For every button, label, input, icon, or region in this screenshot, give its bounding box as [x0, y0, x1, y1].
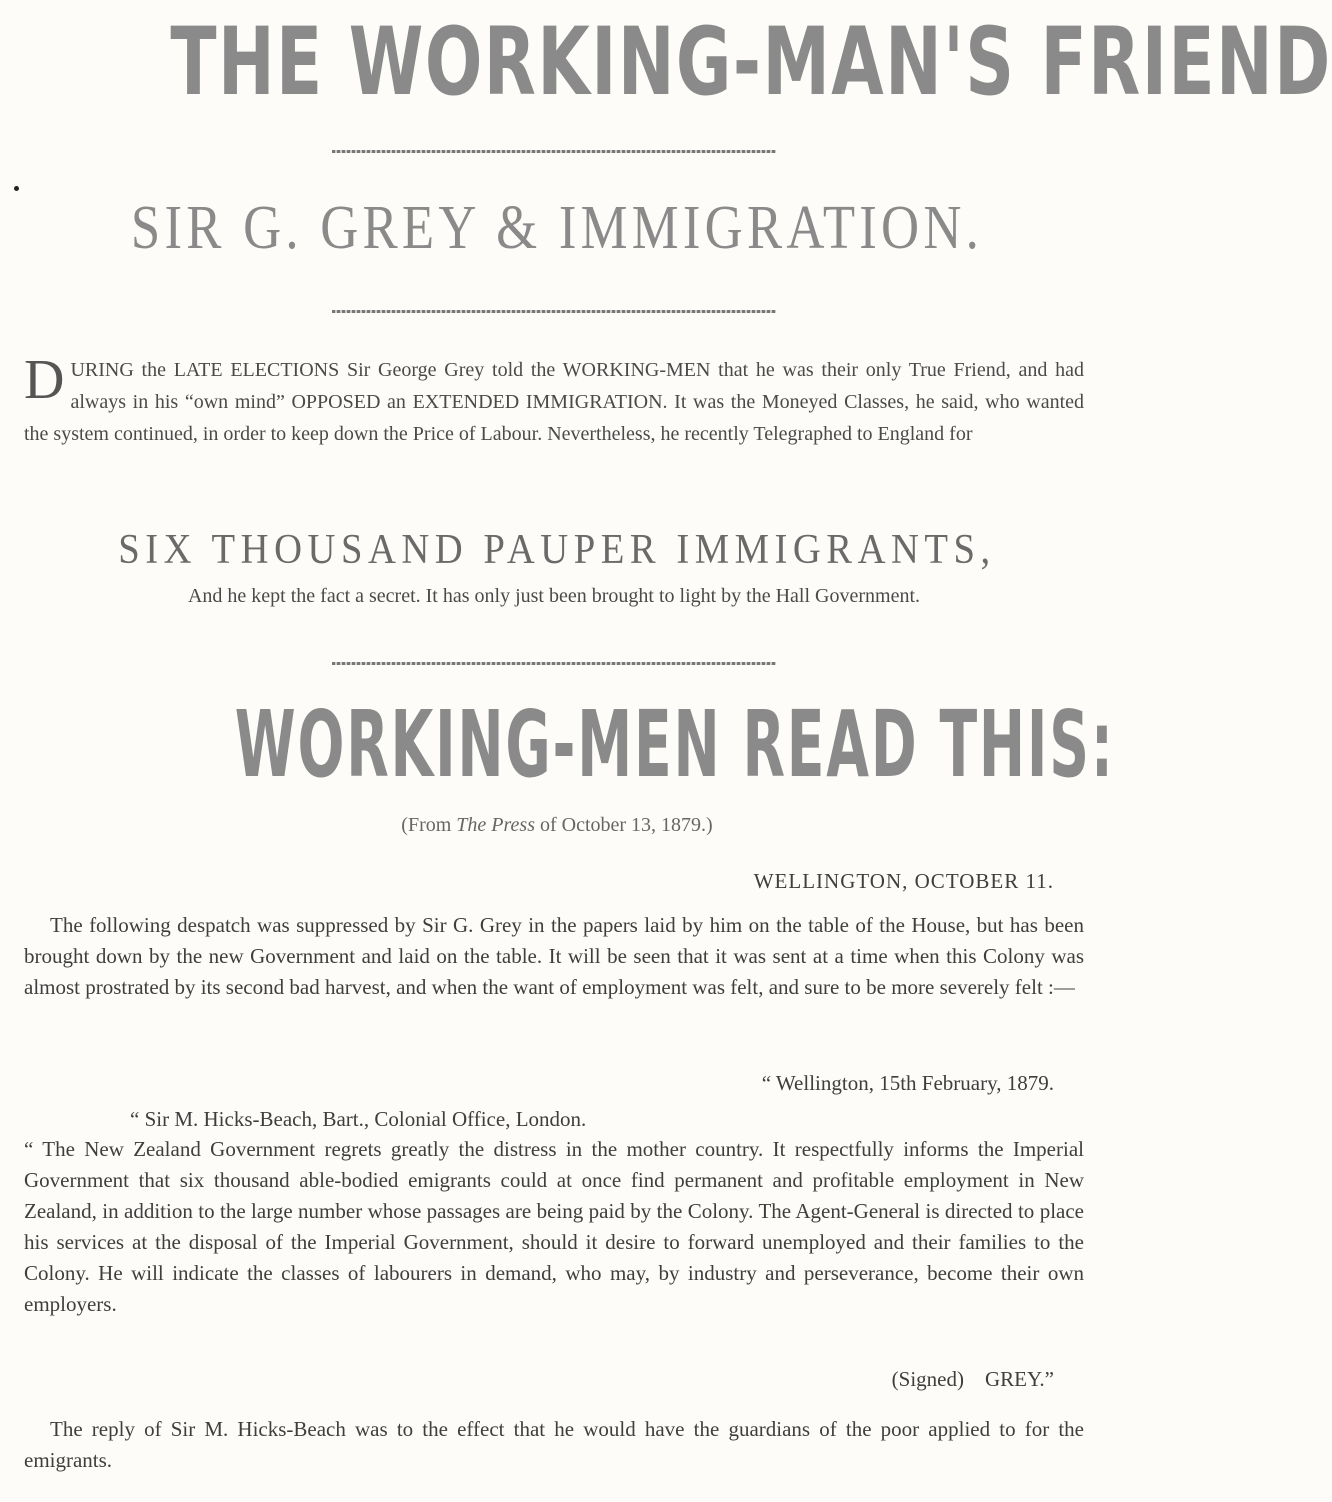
divider-rule-1 — [332, 150, 776, 153]
article-intro: The following despatch was suppressed by Sir G. Grey in the papers laid by him on the table of the House, but has been brought down by the new Government and laid on the table. It will be seen that it was sent at a time when this Colony was almost prostrated by its second bad harvest, and when the want of employment was felt, and sure to be more severely felt :— — [24, 913, 1084, 999]
source-suffix: of October 13, 1879.) — [534, 814, 713, 836]
notice-followup: And he kept the fact a secret. It has only just been brought to light by the Hall Government. — [187, 585, 921, 607]
divider-rule-2 — [332, 310, 776, 313]
despatch-date: “ Wellington, 15th February, 1879. — [761, 1071, 1054, 1095]
notice-headline: SIX THOUSAND PAUPER IMMIGRANTS, — [118, 527, 996, 573]
signatory: GREY.” — [984, 1367, 1054, 1391]
reply-paragraph: The reply of Sir M. Hicks-Beach was to the effect that he would have the guardians of the poor applied to for the emigrants. — [24, 1417, 1084, 1472]
call-to-action-heading: WORKING-MEN READ THIS: — [234, 691, 1115, 798]
drop-cap: D — [24, 349, 65, 411]
ink-spot — [14, 186, 19, 191]
despatch-signature — [24, 1364, 1054, 1395]
signed-label: (Signed) — [891, 1367, 964, 1391]
despatch-body: “ The New Zealand Government regrets greatly the distress in the mother country. It respectfully informs the Imperial Government that six thousand able-bodied emigrants could at once find permanent and profitable employment in New Zealand, in addition to the large number whose passages are being paid by the Colony. The Agent-General is directed to place his services at the disposal of the Imperial Government, should it desire to forward unemployed and their families to the Colony. He will indicate the classes of labourers in demand, who may, by industry and perseverance, become their own employers. — [24, 1137, 1084, 1316]
despatch-addressee: “ Sir M. Hicks-Beach, Bart., Colonial Office, London. — [130, 1107, 587, 1131]
intro-paragraph — [24, 349, 1084, 450]
masthead-title: THE WORKING-MAN'S FRIEND — [170, 8, 1332, 117]
source-citation — [20, 814, 1094, 837]
source-paper-name: The Press — [456, 814, 535, 836]
dateline: WELLINGTON, OCTOBER 11. — [753, 869, 1054, 893]
section-heading-grey-immigration: SIR G. GREY & IMMIGRATION. — [130, 194, 984, 262]
source-prefix: (From — [401, 814, 457, 836]
divider-rule-3 — [332, 662, 776, 665]
intro-text: URING the LATE ELECTIONS Sir George Grey told the WORKING-MEN that he was their only True Friend, and had always in his “own mind” OPPOSED an EXTENDED IMMIGRATION. It was the Moneyed Classes, he said, who wanted the system continued, in order to keep down the Price of Labour. Nevertheless, he recently Telegraphed to England for — [24, 359, 1084, 445]
